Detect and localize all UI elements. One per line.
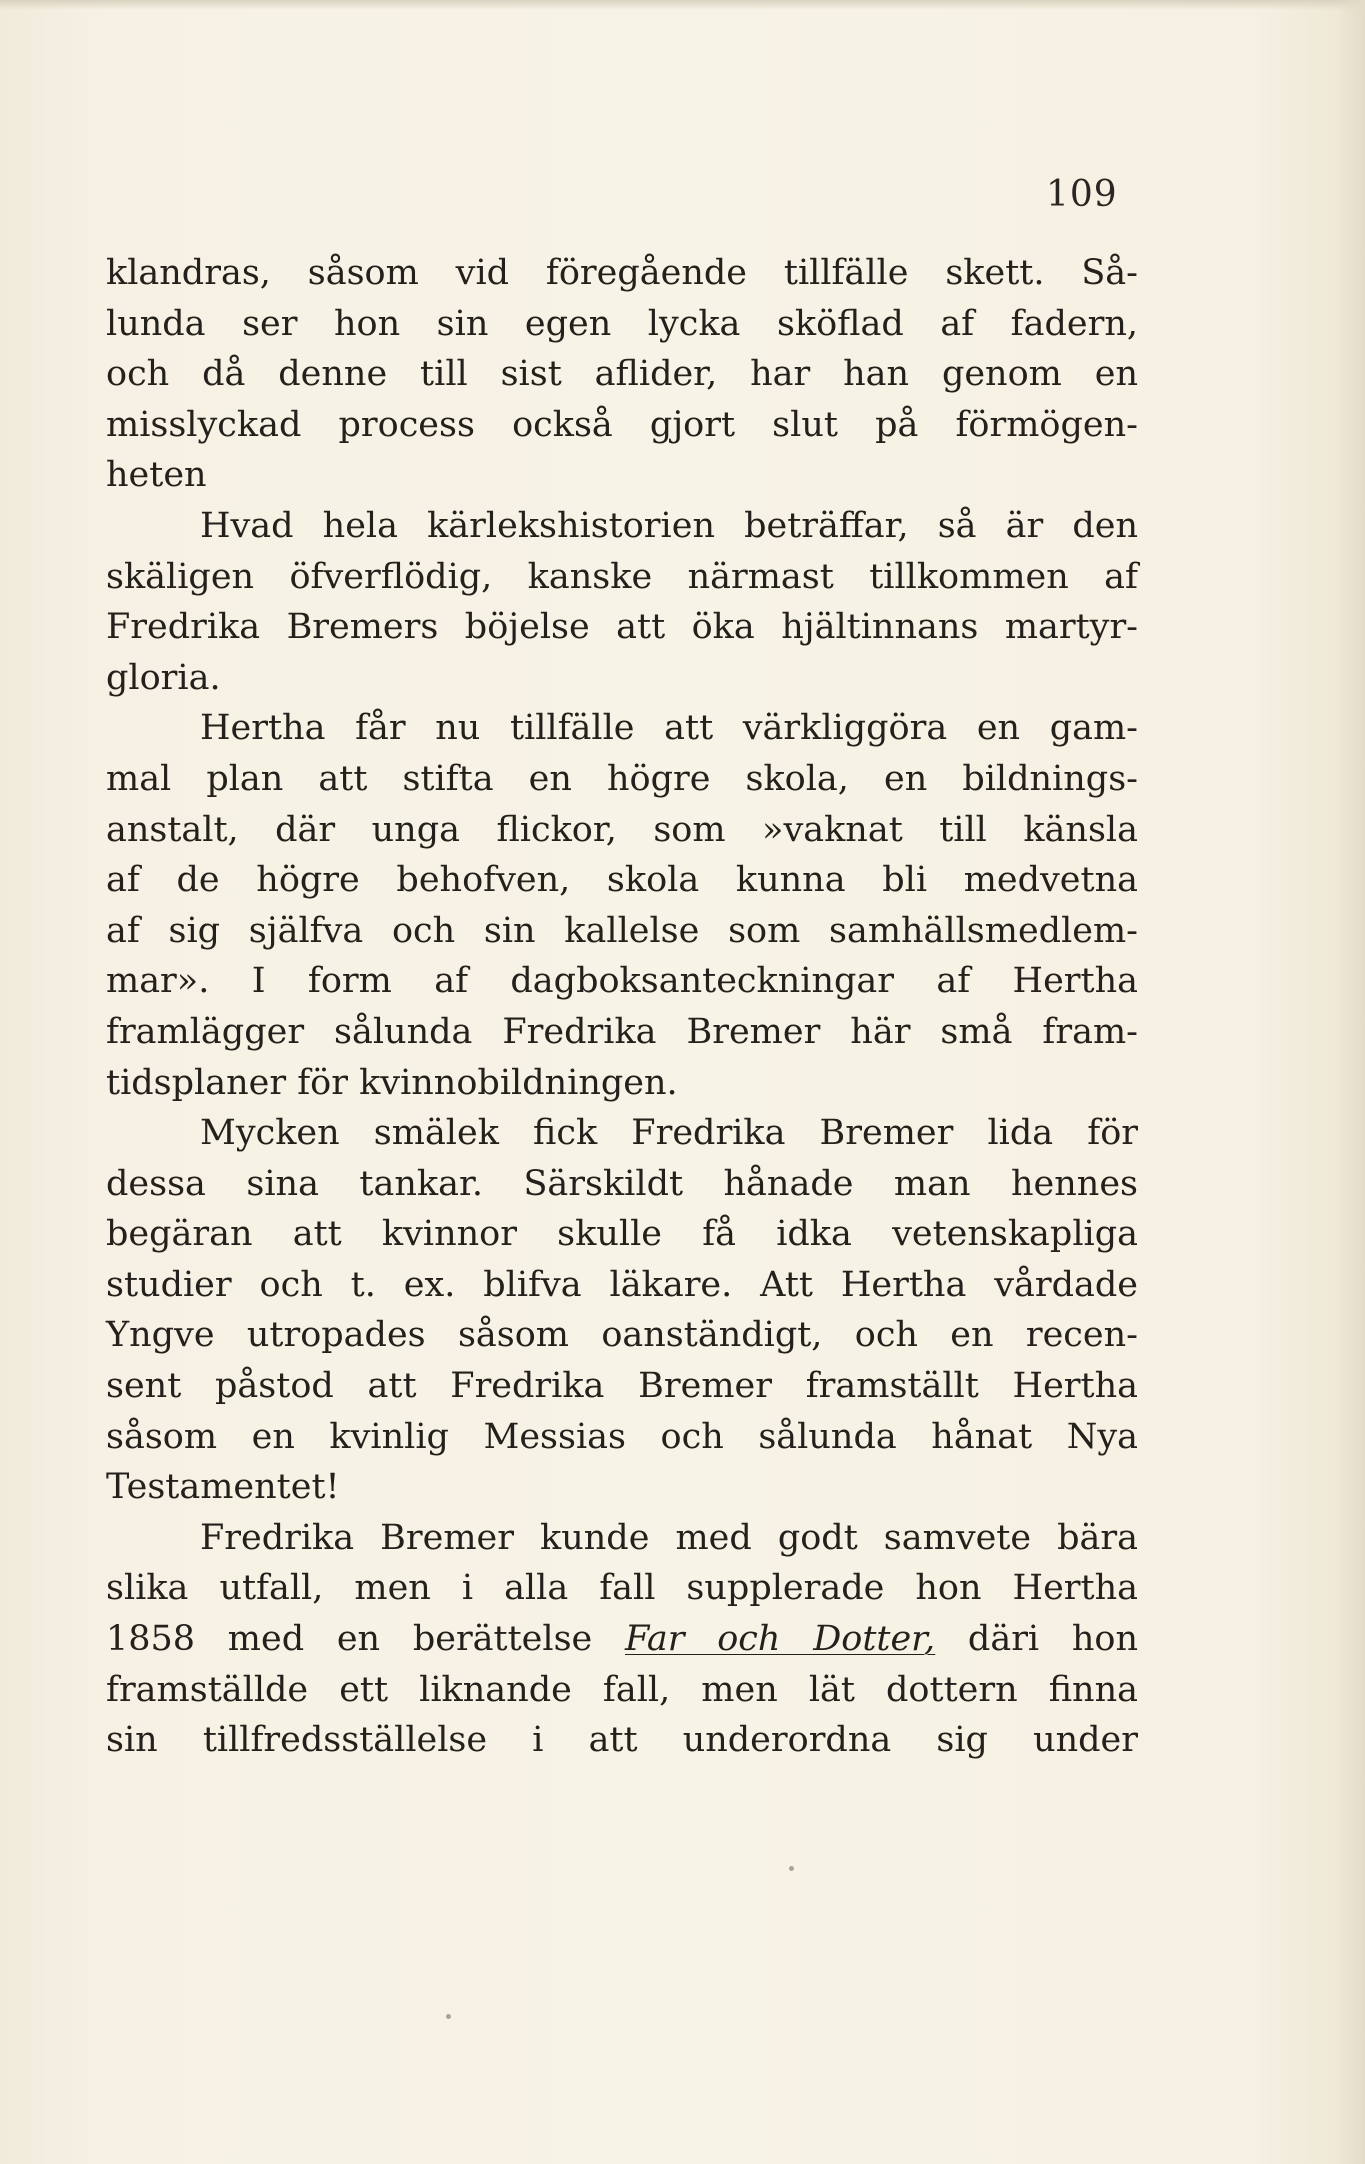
text-line: och då denne till sist aflider, har han genom en: [106, 354, 1138, 395]
text-segment: 1858 med en berättelse: [106, 1619, 625, 1660]
paper-speck: [789, 1866, 794, 1871]
text-line: Testamentet!: [106, 1467, 340, 1508]
text-line: Fredrika Bremer kunde med godt samvete bära: [200, 1517, 1138, 1558]
text-line: heten: [106, 455, 207, 496]
text-line: af de högre behofven, skola kunna bli medvetna: [106, 860, 1138, 901]
text-line: slika utfall, men i alla fall supplerade hon Hertha: [106, 1568, 1138, 1609]
body-text: [106, 248, 1138, 1766]
page-number: 109: [1046, 174, 1118, 215]
text-line: Yngve utropades såsom oanständigt, och en recen-: [106, 1315, 1138, 1356]
page-right-edge-shadow: [1337, 0, 1365, 2164]
text-line: mal plan att stifta en högre skola, en bildnings-: [106, 758, 1138, 799]
text-line: studier och t. ex. blifva läkare. Att Hertha vårdade: [106, 1264, 1138, 1305]
text-line: tidsplaner för kvinnobildningen.: [106, 1062, 678, 1103]
paper-speck: [446, 2014, 451, 2019]
text-line: framställde ett liknande fall, men lät dottern finna: [106, 1669, 1138, 1710]
text-line: gloria.: [106, 657, 221, 698]
text-line: anstalt, där unga flickor, som »vaknat till känsla: [106, 809, 1138, 850]
text-line: lunda ser hon sin egen lycka sköflad af fadern,: [106, 303, 1138, 344]
text-line: Hvad hela kärlekshistorien beträffar, så är den: [200, 505, 1138, 546]
page-top-edge-shadow: [0, 0, 1365, 10]
text-line: såsom en kvinlig Messias och sålunda hånat Nya: [106, 1416, 1138, 1457]
text-line: [106, 1614, 1138, 1665]
text-line: skäligen öfverflödig, kanske närmast tillkommen af: [106, 556, 1138, 597]
text-line: Fredrika Bremers böjelse att öka hjältinnans martyr-: [106, 607, 1138, 648]
text-line: af sig själfva och sin kallelse som samhällsmedlem-: [106, 910, 1138, 951]
text-line: mar». I form af dagboksanteckningar af Hertha: [106, 961, 1138, 1002]
text-line: framlägger sålunda Fredrika Bremer här små fram-: [106, 1011, 1138, 1052]
text-line: dessa sina tankar. Särskildt hånade man hennes: [106, 1163, 1138, 1204]
text-line: klandras, såsom vid föregående tillfälle skett. Så-: [106, 253, 1138, 293]
text-line: misslyckad process också gjort slut på förmögen-: [106, 404, 1138, 445]
text-line: Hertha får nu tillfälle att värkliggöra en gam-: [200, 708, 1138, 749]
work-title: Far och Dotter,: [625, 1619, 936, 1660]
text-line: begäran att kvinnor skulle få idka vetenskapliga: [106, 1214, 1138, 1255]
text-line: sent påstod att Fredrika Bremer framställt Hertha: [106, 1366, 1138, 1407]
text-line: sin tillfredsställelse i att underordna sig under: [106, 1720, 1138, 1761]
text-line: Mycken smälek fick Fredrika Bremer lida för: [200, 1113, 1138, 1154]
text-segment: däri hon: [935, 1619, 1139, 1660]
